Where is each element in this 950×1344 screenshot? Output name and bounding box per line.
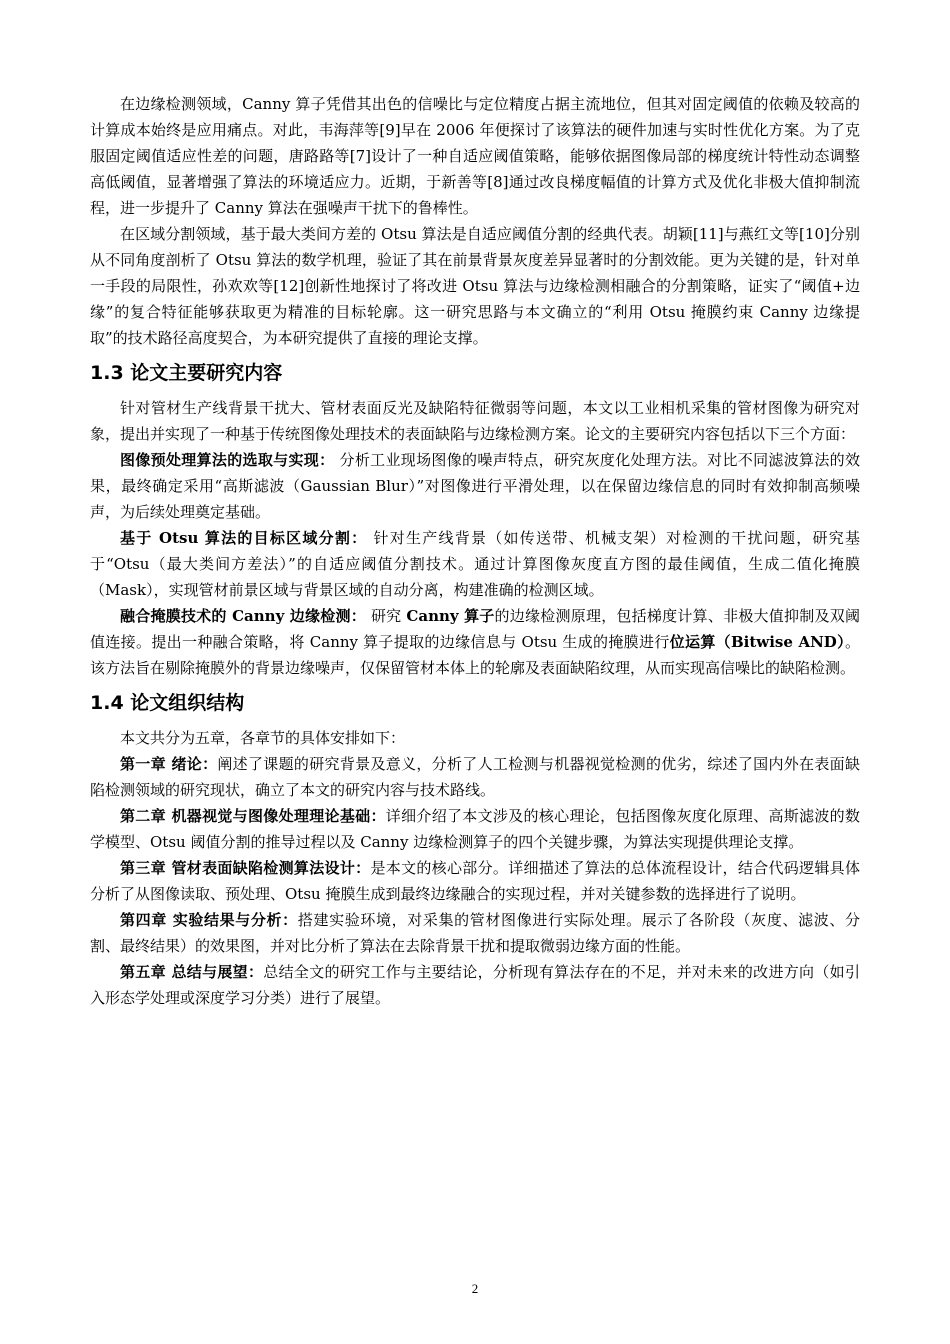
research-item-title: 图像预处理算法的选取与实现：	[120, 451, 335, 469]
section-heading-1-4: 1.4 论文组织结构	[90, 692, 245, 714]
chapter-title: 第二章 机器视觉与图像处理理论基础：	[120, 807, 386, 825]
paragraph-otsu-review: 在区域分割领域，基于最大类间方差的 Otsu 算法是自适应阈值分割的经典代表。胡颖[11]与燕红文等[10]分别从不同角度剖析了 Otsu 算法的数学机理，验证了其在前景背景灰度差异显著时的分割效能。更为关键的是，针对单一手段的局限性，孙欢欢等[12]创新性地探讨了将改进 Otsu 算法与边缘检测相融合的分割策略，证实了“阈值+边缘”的复合特征能够获取更为精准的目标轮廓。这一研究思路与本文确立的“利用 Otsu 掩膜约束 Canny 边缘提取”的技术路径高度契合，为本研究提供了直接的理论支撑。	[90, 225, 860, 347]
chapter-item	[90, 959, 860, 1011]
research-item-title: 基于 Otsu 算法的目标区域分割：	[120, 529, 368, 547]
paragraph-canny-review: 在边缘检测领域，Canny 算子凭借其出色的信噪比与定位精度占据主流地位，但其对固定阈值的依赖及较高的计算成本始终是应用痛点。对此，韦海萍等[9]早在 2006 年便探讨了该算法的硬件加速与实时性优化方案。为了克服固定阈值适应性差的问题，唐路路等[7]设计了一种自适应阈值策略，能够依据图像局部的梯度统计特性动态调整高低阈值，显著增强了算法的环境适应力。近期，于新善等[8]通过改良梯度幅值的计算方式及优化非极大值抑制流程，进一步提升了 Canny 算法在强噪声干扰下的鲁棒性。	[90, 95, 860, 217]
research-item-text: 的边缘检测原理，包括梯度计算、非极大值抑制及双阈值连接。提出一种融合策略，将 Canny 算子提取的边缘信息与 Otsu 生成的掩膜进行	[90, 607, 860, 651]
research-item-text: 研究	[365, 607, 407, 625]
chapter-title: 第一章 绪论：	[120, 755, 218, 773]
chapter-text: 总结全文的研究工作与主要结论，分析现有算法存在的不足，并对未来的改进方向（如引入形态学处理或深度学习分类）进行了展望。	[90, 963, 860, 1007]
research-item-canny	[90, 603, 860, 681]
research-item-emphasis: Canny 算子	[406, 607, 495, 625]
chapter-item	[90, 907, 860, 959]
chapter-title: 第四章 实验结果与分析：	[120, 911, 298, 929]
chapter-text: 搭建实验环境，对采集的管材图像进行实际处理。展示了各阶段（灰度、滤波、分割、最终结果）的效果图，并对比分析了算法在去除背景干扰和提取微弱边缘方面的性能。	[90, 911, 860, 955]
research-item-preprocessing	[90, 447, 860, 525]
chapter-text: 详细介绍了本文涉及的核心理论，包括图像灰度化原理、高斯滤波的数学模型、Otsu 阈值分割的推导过程以及 Canny 边缘检测算子的四个关键步骤，为算法实现提供理论支撑。	[90, 807, 860, 851]
section-heading-1-3: 1.3 论文主要研究内容	[90, 362, 283, 384]
research-item-text: 分析工业现场图像的噪声特点，研究灰度化处理方法。对比不同滤波算法的效果，最终确定采用“高斯滤波（Gaussian Blur）”对图像进行平滑处理，以在保留边缘信息的同时有效抑制高频噪声，为后续处理奠定基础。	[90, 451, 860, 521]
section-1-4-intro: 本文共分为五章，各章节的具体安排如下：	[120, 729, 406, 747]
page-content	[90, 91, 860, 1011]
chapter-text: 阐述了课题的研究背景及意义，分析了人工检测与机器视觉检测的优劣，综述了国内外在表面缺陷检测领域的研究现状，确立了本文的研究内容与技术路线。	[90, 755, 860, 799]
page-number: 2	[471, 1281, 479, 1296]
research-item-emphasis: 位运算（Bitwise AND）	[669, 633, 845, 651]
research-item-title: 融合掩膜技术的 Canny 边缘检测：	[120, 607, 366, 625]
research-item-otsu	[90, 525, 860, 603]
research-item-text: 。该方法旨在剔除掩膜外的背景边缘噪声，仅保留管材本体上的轮廓及表面缺陷纹理，从而实现高信噪比的缺陷检测。	[90, 633, 860, 677]
chapter-title: 第三章 管材表面缺陷检测算法设计：	[120, 859, 371, 877]
section-1-3-intro: 针对管材生产线背景干扰大、管材表面反光及缺陷特征微弱等问题，本文以工业相机采集的管材图像为研究对象，提出并实现了一种基于传统图像处理技术的表面缺陷与边缘检测方案。论文的主要研究内容包括以下三个方面：	[90, 399, 860, 443]
chapter-item	[90, 855, 860, 907]
research-item-text: 针对生产线背景（如传送带、机械支架）对检测的干扰问题，研究基于“Otsu（最大类间方差法）”的自适应阈值分割技术。通过计算图像灰度直方图的最佳阈值，生成二值化掩膜（Mask），实现管材前景区域与背景区域的自动分离，构建准确的检测区域。	[90, 529, 860, 599]
chapter-text: 是本文的核心部分。详细描述了算法的总体流程设计，结合代码逻辑具体分析了从图像读取、预处理、Otsu 掩膜生成到最终边缘融合的实现过程，并对关键参数的选择进行了说明。	[90, 859, 860, 903]
chapter-item	[90, 751, 860, 803]
chapter-title: 第五章 总结与展望：	[120, 963, 264, 981]
chapter-item	[90, 803, 860, 855]
